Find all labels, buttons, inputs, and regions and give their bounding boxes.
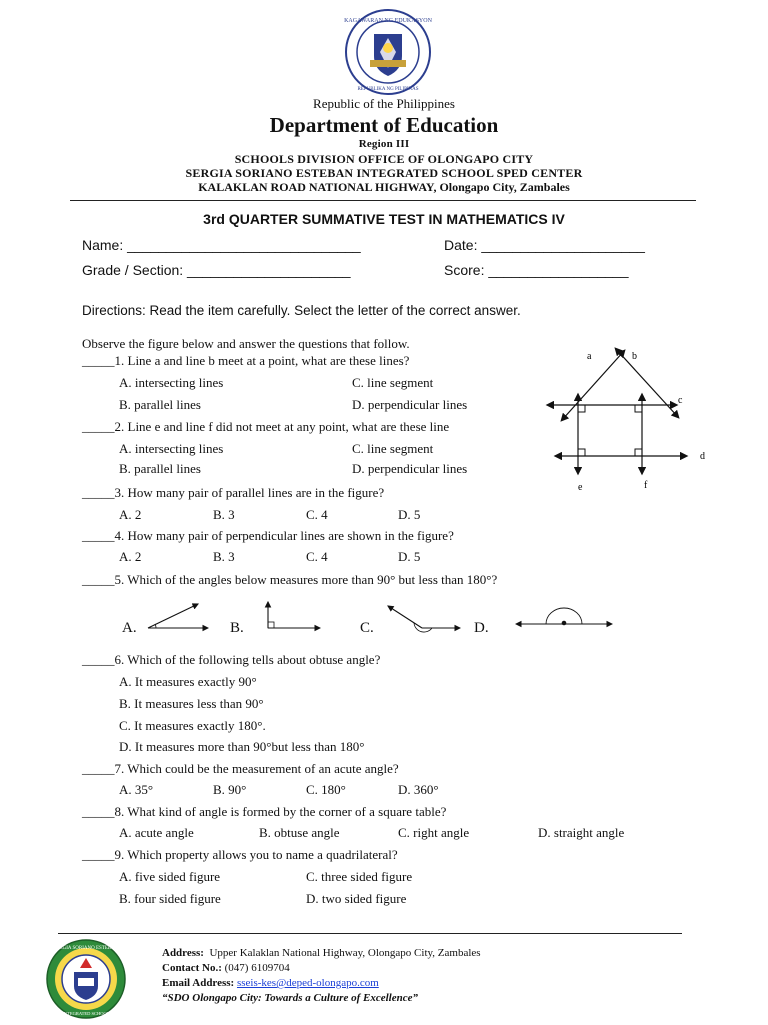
q7-option-d[interactable]: D. 360° xyxy=(398,782,439,797)
right-angle-mark xyxy=(578,449,585,456)
right-angle-mark xyxy=(635,449,642,456)
region-line: Region III xyxy=(358,138,410,150)
department-title: Department of Education xyxy=(269,113,499,137)
q9-option-b[interactable]: B. four sided figure xyxy=(119,891,221,906)
q8-option-d[interactable]: D. straight angle xyxy=(538,825,625,840)
name-field[interactable]: Name: ______________________________ xyxy=(82,237,361,253)
q9-option-c[interactable]: C. three sided figure xyxy=(306,869,413,884)
footer-email-link[interactable]: sseis-kes@deped-olongapo.com xyxy=(236,977,379,989)
right-angle-mark xyxy=(635,405,642,412)
q3-option-c[interactable]: C. 4 xyxy=(306,507,328,522)
q4-option-a[interactable]: A. 2 xyxy=(119,549,142,564)
observe-instruction: Observe the figure below and answer the questions that follow. xyxy=(82,336,410,351)
footer-address-value: Upper Kalaklan National Highway, Olongapo City, Zambales xyxy=(209,947,481,959)
directions: Directions: Read the item carefully. Select the letter of the correct answer. xyxy=(82,303,521,318)
address-rest: Olongapo City, Zambales xyxy=(436,180,570,194)
test-title: 3rd QUARTER SUMMATIVE TEST IN MATHEMATICS IV xyxy=(203,211,565,227)
label-b: b xyxy=(632,351,637,362)
header-divider xyxy=(70,200,696,201)
footer-contact-label: Contact No.: xyxy=(162,962,222,974)
q9-option-a[interactable]: A. five sided figure xyxy=(119,869,221,884)
footer-address xyxy=(162,947,481,959)
footer-email xyxy=(162,977,379,989)
q2-option-c[interactable]: C. line segment xyxy=(352,441,434,456)
straight-angle-icon xyxy=(516,608,612,625)
question-5: _____5. Which of the angles below measures more than 90° but less than 180°? xyxy=(82,572,498,587)
lines-figure xyxy=(540,345,715,495)
q7-option-a[interactable]: A. 35° xyxy=(119,782,154,797)
q3-option-d[interactable]: D. 5 xyxy=(398,507,421,522)
label-f: f xyxy=(644,480,648,491)
q2-option-d[interactable]: D. perpendicular lines xyxy=(352,461,468,476)
q5-option-a-label[interactable]: A. xyxy=(122,620,137,636)
question-4: _____4. How many pair of perpendicular lines are shown in the figure? xyxy=(82,528,454,543)
footer-email-label: Email Address: xyxy=(162,977,235,989)
republic-line: Republic of the Philippines xyxy=(313,96,455,111)
footer-address-label: Address: xyxy=(162,947,204,959)
question-8: _____8. What kind of angle is formed by the corner of a square table? xyxy=(82,804,447,819)
svg-text:KAGAWARAN NG EDUKASYON: KAGAWARAN NG EDUKASYON xyxy=(344,18,432,24)
q1-option-b[interactable]: B. parallel lines xyxy=(119,397,201,412)
q2-option-b[interactable]: B. parallel lines xyxy=(119,461,201,476)
footer-motto: “SDO Olongapo City: Towards a Culture of Excellence” xyxy=(162,992,418,1004)
q5-angle-options xyxy=(120,600,620,640)
q5-option-d-label[interactable]: D. xyxy=(474,620,489,636)
question-9: _____9. Which property allows you to name a quadrilateral? xyxy=(82,847,398,862)
line-b xyxy=(616,349,678,417)
q2-option-a[interactable]: A. intersecting lines xyxy=(119,441,224,456)
q6-option-c[interactable]: C. It measures exactly 180°. xyxy=(119,718,266,733)
right-angle-mark xyxy=(578,405,585,412)
right-angle-icon xyxy=(268,602,320,628)
q9-option-d[interactable]: D. two sided figure xyxy=(306,891,407,906)
label-c: c xyxy=(678,395,683,406)
label-d: d xyxy=(700,451,705,462)
q7-option-b[interactable]: B. 90° xyxy=(213,782,247,797)
svg-text:REPUBLIKA NG PILIPINAS: REPUBLIKA NG PILIPINAS xyxy=(357,87,419,92)
q6-option-a[interactable]: A. It measures exactly 90° xyxy=(119,674,257,689)
footer-contact xyxy=(162,962,290,974)
q3-option-a[interactable]: A. 2 xyxy=(119,507,142,522)
q8-option-a[interactable]: A. acute angle xyxy=(119,825,194,840)
question-2: _____2. Line e and line f did not meet at any point, what are these line xyxy=(82,419,450,434)
svg-text:SERGIA SORIANO ESTEBAN: SERGIA SORIANO ESTEBAN xyxy=(53,946,119,951)
deped-seal xyxy=(344,8,432,96)
q1-option-a[interactable]: A. intersecting lines xyxy=(119,375,224,390)
q6-option-d[interactable]: D. It measures more than 90°but less than 180° xyxy=(119,739,365,754)
question-7: _____7. Which could be the measurement of an acute angle? xyxy=(82,761,399,776)
school-line: SERGIA SORIANO ESTEBAN INTEGRATED SCHOOL SPED CENTER xyxy=(185,166,583,180)
question-6: _____6. Which of the following tells about obtuse angle? xyxy=(82,652,381,667)
acute-angle-icon xyxy=(148,604,208,628)
q7-option-c[interactable]: C. 180° xyxy=(306,782,346,797)
q4-option-c[interactable]: C. 4 xyxy=(306,549,328,564)
question-1: _____1. Line a and line b meet at a point, what are these lines? xyxy=(82,353,410,368)
question-3: _____3. How many pair of parallel lines are in the figure? xyxy=(82,485,385,500)
footer-contact-value: (047) 6109704 xyxy=(224,962,290,974)
q4-option-b[interactable]: B. 3 xyxy=(213,549,235,564)
q5-option-b-label[interactable]: B. xyxy=(230,620,244,636)
q6-option-b[interactable]: B. It measures less than 90° xyxy=(119,696,264,711)
grade-section-field[interactable]: Grade / Section: _____________________ xyxy=(82,262,351,278)
label-e: e xyxy=(578,482,583,493)
address-line xyxy=(0,180,768,195)
q3-option-b[interactable]: B. 3 xyxy=(213,507,235,522)
q5-option-c-label[interactable]: C. xyxy=(360,620,374,636)
q1-option-d[interactable]: D. perpendicular lines xyxy=(352,397,468,412)
division-line: SCHOOLS DIVISION OFFICE OF OLONGAPO CITY xyxy=(234,152,534,166)
q1-option-c[interactable]: C. line segment xyxy=(352,375,434,390)
q8-option-b[interactable]: B. obtuse angle xyxy=(259,825,340,840)
q4-option-d[interactable]: D. 5 xyxy=(398,549,421,564)
line-a xyxy=(562,351,624,420)
address-bold: KALAKLAN ROAD NATIONAL HIGHWAY, xyxy=(198,180,437,194)
school-logo xyxy=(45,938,127,1020)
svg-text:INTEGRATED SCHOOL: INTEGRATED SCHOOL xyxy=(62,1011,110,1016)
date-field[interactable]: Date: _____________________ xyxy=(444,237,645,253)
footer-divider xyxy=(58,933,682,934)
q8-option-c[interactable]: C. right angle xyxy=(398,825,470,840)
label-a: a xyxy=(587,351,592,362)
obtuse-angle-icon xyxy=(388,606,460,632)
score-field[interactable]: Score: __________________ xyxy=(444,262,629,278)
